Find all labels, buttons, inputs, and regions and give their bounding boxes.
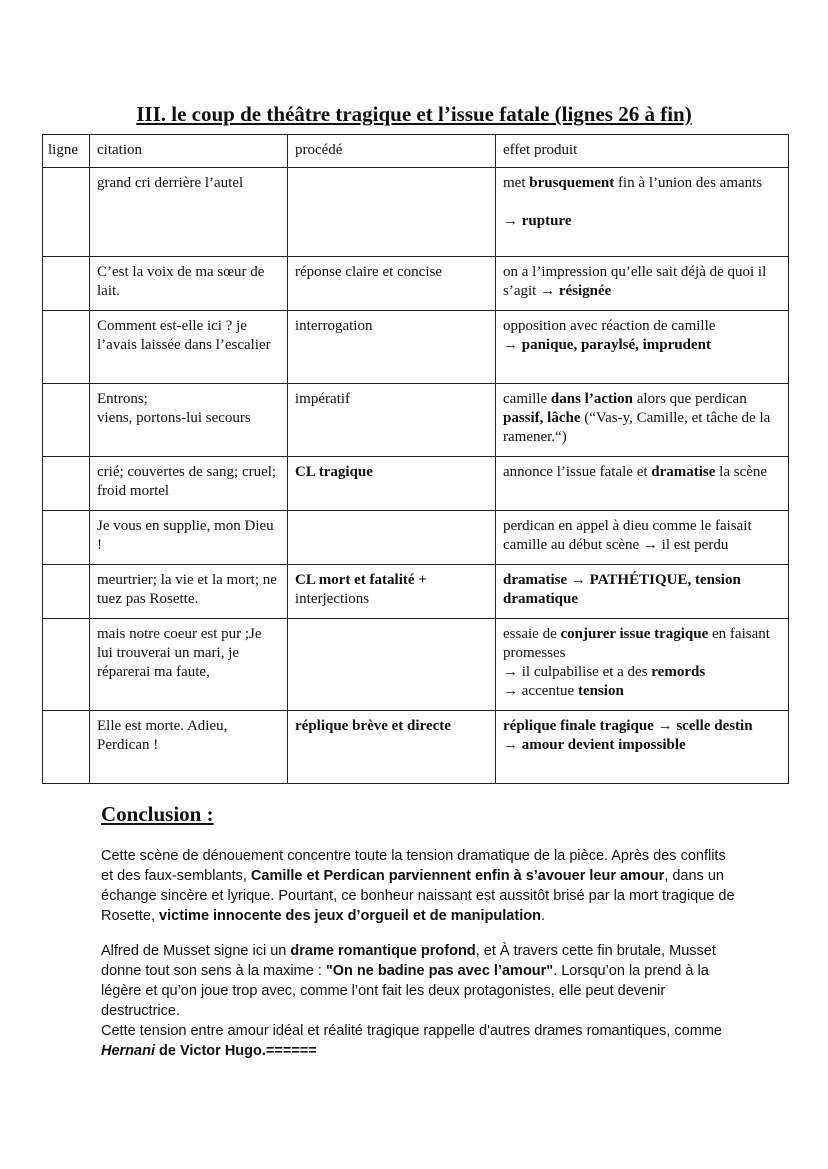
text-run: meurtrier; la vie et la mort; ne tuez pas Rosette. [97, 572, 277, 607]
cell-citation [90, 619, 288, 711]
conclusion-title: Conclusion : [101, 802, 214, 826]
table-row [43, 565, 789, 619]
cell-effet-produit [496, 711, 789, 784]
text-run: → amour devient impossible [503, 737, 686, 753]
cell-effet-produit [496, 565, 789, 619]
cell-ligne [43, 619, 90, 711]
cell-citation [90, 511, 288, 565]
cell-citation [90, 257, 288, 311]
text-run: Entrons; [97, 391, 148, 407]
text-run: Camille et Perdican parviennent enfin à s’avouer leur amour [250, 868, 665, 884]
cell-effet-produit [496, 384, 789, 457]
cell-effet-produit [496, 168, 789, 257]
text-run: → rupture [503, 213, 572, 229]
text-run: fin à l’union des amants [614, 175, 763, 191]
cell-citation [90, 457, 288, 511]
text-run: , dans un échange sincère et lyrique. Pourtant, ce bonheur naissant est aussitôt brisé par la mort tragique de Rosette, [101, 868, 735, 924]
text-run: réplique brève et directe [295, 718, 451, 734]
table-row [43, 619, 789, 711]
text-run: annonce l’issue fatale et [503, 464, 652, 480]
text-run: remords [651, 664, 706, 680]
column-header-citation: citation [90, 135, 288, 168]
text-run: Comment est-elle ici ? je l’avais laissée dans l’escalier [97, 318, 271, 353]
cell-effet-produit [496, 619, 789, 711]
text-run: Hernani [101, 1043, 155, 1059]
text-run: passif, lâche [503, 410, 581, 426]
table-row [43, 711, 789, 784]
cell-effet-produit [496, 511, 789, 565]
cell-ligne [43, 457, 90, 511]
text-run: → il culpabilise et a des [503, 664, 652, 680]
cell-ligne [43, 168, 90, 257]
cell-ligne [43, 565, 90, 619]
text-run: essaie de [503, 626, 561, 642]
text-run: Elle est morte. Adieu, Perdican ! [97, 718, 228, 753]
text-run: scelle destin [676, 718, 753, 734]
text-run: dramatise → PATHÉTIQUE, tension dramatique [503, 572, 741, 607]
text-run: réplique finale tragique [503, 718, 654, 734]
text-run: dans l’action [550, 391, 634, 407]
table-row [43, 384, 789, 457]
conclusion-paragraph-2 [101, 941, 741, 1061]
cell-citation [90, 168, 288, 257]
cell-procede [288, 384, 496, 457]
text-run: Cette tension entre amour idéal et réalité tragique rappelle d'autres drames romantiques, comme [101, 1023, 722, 1039]
text-run: impératif [295, 391, 350, 407]
text-run: en faisant promesses [503, 626, 770, 661]
cell-ligne [43, 384, 90, 457]
text-run: (“Vas-y, Camille, et tâche de la ramener.“) [503, 410, 771, 445]
cell-citation [90, 384, 288, 457]
cell-procede [288, 311, 496, 384]
cell-citation [90, 311, 288, 384]
text-run: "On ne badine pas avec l’amour" [325, 963, 554, 979]
text-run: Alfred de Musset signe ici un [101, 943, 291, 959]
conclusion-paragraph-1 [101, 846, 741, 926]
text-run: tension [577, 683, 624, 699]
analysis-table [42, 134, 789, 784]
text-run: opposition avec réaction de camille [503, 318, 716, 334]
column-header-ligne: ligne [43, 135, 90, 168]
text-run: Cette scène de dénouement concentre toute la tension dramatique de la pièce. Après des conflits et des faux-semblants, [101, 848, 726, 884]
text-run: mais notre coeur est pur ;Je lui trouverai un mari, je réparerai ma faute, [97, 626, 262, 680]
text-run: réponse claire et concise [295, 264, 443, 280]
text-run: → accentue [503, 683, 578, 699]
text-run: CL tragique [295, 464, 373, 480]
table-row [43, 311, 789, 384]
text-run: perdican en appel à dieu comme le faisait camille au début scène → il est perdu [503, 518, 752, 553]
cell-procede [288, 565, 496, 619]
text-run: → [653, 718, 677, 734]
cell-ligne [43, 311, 90, 384]
cell-ligne [43, 711, 90, 784]
text-run: grand cri derrière l’autel [97, 175, 244, 191]
cell-citation [90, 711, 288, 784]
cell-citation [90, 565, 288, 619]
text-run: , et À travers cette fin brutale, Musset donne tout son sens à la maxime : [101, 943, 716, 979]
text-run: la scène [715, 464, 768, 480]
table-row [43, 457, 789, 511]
text-run: camille [503, 391, 551, 407]
cell-procede [288, 619, 496, 711]
cell-effet-produit [496, 257, 789, 311]
cell-procede [288, 457, 496, 511]
table-row [43, 168, 789, 257]
text-run: viens, portons-lui secours [97, 410, 251, 426]
text-run: brusquement [529, 175, 615, 191]
table-header-row [43, 135, 789, 168]
table-row [43, 511, 789, 565]
section-title: III. le coup de théâtre tragique et l’issue fatale (lignes 26 à fin) [136, 102, 692, 126]
text-run: victime innocente des jeux d’orgueil et de manipulation [159, 908, 541, 924]
cell-ligne [43, 511, 90, 565]
cell-procede [288, 257, 496, 311]
text-run: drame romantique profond [290, 943, 476, 959]
table-body [43, 168, 789, 784]
cell-effet-produit [496, 457, 789, 511]
text-run: de Victor Hugo.====== [155, 1043, 317, 1059]
text-run: met [503, 175, 530, 191]
cell-effet-produit [496, 311, 789, 384]
text-run: . Lorsqu’on la prend à la légère et qu’on joue trop avec, comme l’ont fait les deux protagonistes, elle peut devenir destructrice. [101, 963, 709, 1019]
cell-procede [288, 511, 496, 565]
column-header-effet-produit: effet produit [496, 135, 789, 168]
text-run: alors que perdican [633, 391, 747, 407]
text-run: interjections [295, 591, 370, 607]
cell-procede [288, 168, 496, 257]
table-row [43, 257, 789, 311]
text-run: résignée [558, 283, 612, 299]
text-run: CL mort et fatalité + [295, 572, 427, 588]
column-header-procede: procédé [288, 135, 496, 168]
text-run: C’est la voix de ma sœur de lait. [97, 264, 265, 299]
text-run: dramatise [651, 464, 716, 480]
cell-ligne [43, 257, 90, 311]
text-run: → panique, paraylsé, imprudent [503, 337, 711, 353]
cell-procede [288, 711, 496, 784]
text-run: crié; couvertes de sang; cruel; froid mortel [97, 464, 277, 499]
text-run: . [540, 908, 545, 924]
text-run: conjurer issue tragique [560, 626, 709, 642]
text-run: Je vous en supplie, mon Dieu ! [97, 518, 274, 553]
text-run: on a l’impression qu’elle sait déjà de quoi il s’agit → [503, 264, 767, 299]
text-run: interrogation [295, 318, 373, 334]
